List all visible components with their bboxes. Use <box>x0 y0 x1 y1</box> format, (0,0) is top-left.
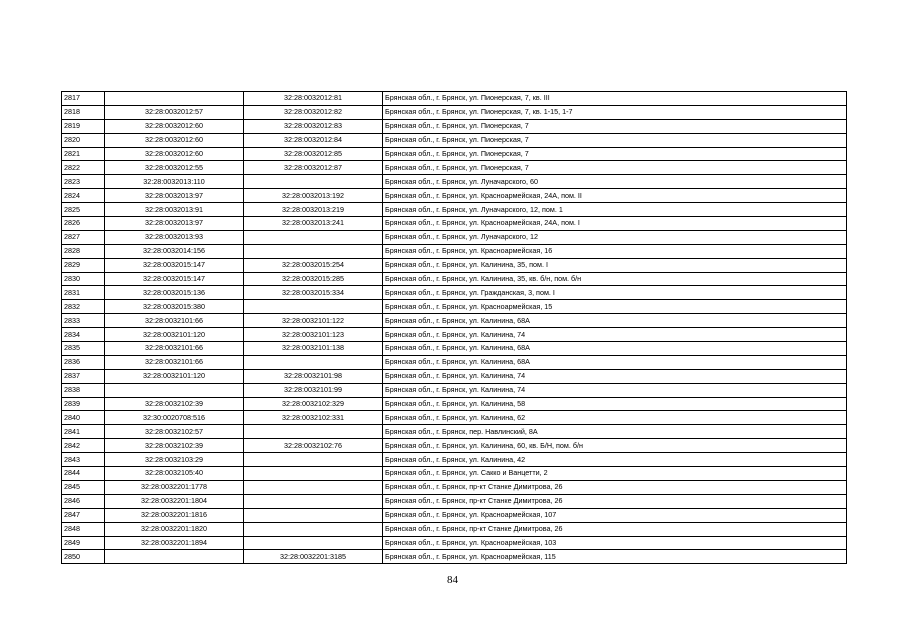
table-row <box>62 342 847 356</box>
address-cell: Брянская обл., г. Брянск, ул. Луначарского, 12 <box>383 230 847 244</box>
cadastral-object-number-cell: 32:28:0032013:192 <box>244 189 383 203</box>
cadastral-object-number-cell <box>244 355 383 369</box>
table-row <box>62 425 847 439</box>
table-row <box>62 300 847 314</box>
row-number-cell: 2842 <box>62 439 105 453</box>
cadastral-number-cell: 32:28:0032102:57 <box>105 425 244 439</box>
table-row <box>62 508 847 522</box>
cadastral-object-number-cell: 32:28:0032012:83 <box>244 119 383 133</box>
cadastral-object-number-cell: 32:28:0032015:285 <box>244 272 383 286</box>
row-number-cell: 2838 <box>62 383 105 397</box>
address-cell: Брянская обл., г. Брянск, пр-кт Станке Димитрова, 26 <box>383 480 847 494</box>
cadastral-number-cell: 32:28:0032012:60 <box>105 147 244 161</box>
cadastral-object-number-cell <box>244 175 383 189</box>
row-number-cell: 2840 <box>62 411 105 425</box>
cadastral-number-cell: 32:28:0032015:147 <box>105 272 244 286</box>
table-row <box>62 175 847 189</box>
cadastral-object-number-cell: 32:28:0032102:329 <box>244 397 383 411</box>
address-cell: Брянская обл., г. Брянск, ул. Пионерская, 7 <box>383 133 847 147</box>
row-number-cell: 2832 <box>62 300 105 314</box>
row-number-cell: 2850 <box>62 550 105 564</box>
cadastral-number-cell: 32:28:0032015:136 <box>105 286 244 300</box>
cadastral-number-cell: 32:28:0032014:156 <box>105 244 244 258</box>
table-row <box>62 439 847 453</box>
cadastral-number-cell: 32:28:0032015:147 <box>105 258 244 272</box>
table-row <box>62 217 847 231</box>
address-cell: Брянская обл., г. Брянск, ул. Калинина, 62 <box>383 411 847 425</box>
cadastral-object-number-cell: 32:28:0032013:241 <box>244 217 383 231</box>
row-number-cell: 2821 <box>62 147 105 161</box>
row-number-cell: 2824 <box>62 189 105 203</box>
registry-table <box>61 91 847 564</box>
table-row <box>62 397 847 411</box>
address-cell: Брянская обл., г. Брянск, ул. Красноармейская, 115 <box>383 550 847 564</box>
row-number-cell: 2823 <box>62 175 105 189</box>
table-row <box>62 189 847 203</box>
table-row <box>62 272 847 286</box>
cadastral-object-number-cell: 32:28:0032102:76 <box>244 439 383 453</box>
cadastral-number-cell: 32:28:0032013:110 <box>105 175 244 189</box>
cadastral-number-cell: 32:30:0020708:516 <box>105 411 244 425</box>
address-cell: Брянская обл., г. Брянск, ул. Калинина, 68А <box>383 314 847 328</box>
table-row <box>62 147 847 161</box>
cadastral-object-number-cell <box>244 300 383 314</box>
row-number-cell: 2825 <box>62 203 105 217</box>
cadastral-object-number-cell: 32:28:0032101:123 <box>244 328 383 342</box>
cadastral-number-cell: 32:28:0032101:120 <box>105 369 244 383</box>
row-number-cell: 2826 <box>62 217 105 231</box>
cadastral-number-cell: 32:28:0032013:97 <box>105 217 244 231</box>
address-cell: Брянская обл., г. Брянск, ул. Сакко и Ванцетти, 2 <box>383 467 847 481</box>
table-row <box>62 203 847 217</box>
cadastral-number-cell: 32:28:0032013:93 <box>105 230 244 244</box>
table-row <box>62 480 847 494</box>
cadastral-object-number-cell: 32:28:0032012:81 <box>244 92 383 106</box>
cadastral-number-cell: 32:28:0032012:57 <box>105 105 244 119</box>
address-cell: Брянская обл., г. Брянск, ул. Пионерская, 7 <box>383 147 847 161</box>
cadastral-object-number-cell: 32:28:0032012:84 <box>244 133 383 147</box>
cadastral-object-number-cell <box>244 425 383 439</box>
cadastral-object-number-cell: 32:28:0032102:331 <box>244 411 383 425</box>
row-number-cell: 2822 <box>62 161 105 175</box>
address-cell: Брянская обл., г. Брянск, ул. Луначарского, 12, пом. 1 <box>383 203 847 217</box>
table-row <box>62 92 847 106</box>
table-row <box>62 286 847 300</box>
table-row <box>62 411 847 425</box>
row-number-cell: 2828 <box>62 244 105 258</box>
row-number-cell: 2833 <box>62 314 105 328</box>
cadastral-object-number-cell <box>244 453 383 467</box>
row-number-cell: 2830 <box>62 272 105 286</box>
cadastral-object-number-cell: 32:28:0032201:3185 <box>244 550 383 564</box>
cadastral-object-number-cell <box>244 467 383 481</box>
table-row <box>62 383 847 397</box>
address-cell: Брянская обл., г. Брянск, ул. Калинина, 35, пом. I <box>383 258 847 272</box>
table-body <box>62 92 847 564</box>
address-cell: Брянская обл., г. Брянск, пр-кт Станке Димитрова, 26 <box>383 494 847 508</box>
cadastral-number-cell: 32:28:0032201:1820 <box>105 522 244 536</box>
table-row <box>62 258 847 272</box>
table-row <box>62 230 847 244</box>
address-cell: Брянская обл., г. Брянск, ул. Пионерская, 7, кв. 1-15, 1-7 <box>383 105 847 119</box>
row-number-cell: 2819 <box>62 119 105 133</box>
cadastral-object-number-cell: 32:28:0032013:219 <box>244 203 383 217</box>
address-cell: Брянская обл., г. Брянск, ул. Красноармейская, 16 <box>383 244 847 258</box>
cadastral-number-cell: 32:28:0032201:1894 <box>105 536 244 550</box>
address-cell: Брянская обл., г. Брянск, ул. Калинина, 74 <box>383 369 847 383</box>
cadastral-number-cell: 32:28:0032013:97 <box>105 189 244 203</box>
address-cell: Брянская обл., г. Брянск, ул. Калинина, 68А <box>383 355 847 369</box>
row-number-cell: 2831 <box>62 286 105 300</box>
table-row <box>62 355 847 369</box>
row-number-cell: 2835 <box>62 342 105 356</box>
table-row <box>62 536 847 550</box>
address-cell: Брянская обл., г. Брянск, пер. Навлинский, 8А <box>383 425 847 439</box>
row-number-cell: 2849 <box>62 536 105 550</box>
row-number-cell: 2834 <box>62 328 105 342</box>
table-row <box>62 369 847 383</box>
cadastral-number-cell: 32:28:0032102:39 <box>105 397 244 411</box>
row-number-cell: 2829 <box>62 258 105 272</box>
cadastral-number-cell: 32:28:0032201:1778 <box>105 480 244 494</box>
cadastral-number-cell: 32:28:0032013:91 <box>105 203 244 217</box>
row-number-cell: 2841 <box>62 425 105 439</box>
address-cell: Брянская обл., г. Брянск, ул. Калинина, 58 <box>383 397 847 411</box>
row-number-cell: 2820 <box>62 133 105 147</box>
table-row <box>62 453 847 467</box>
address-cell: Брянская обл., г. Брянск, ул. Пионерская, 7 <box>383 119 847 133</box>
table-row <box>62 314 847 328</box>
cadastral-object-number-cell: 32:28:0032012:82 <box>244 105 383 119</box>
row-number-cell: 2818 <box>62 105 105 119</box>
address-cell: Брянская обл., г. Брянск, ул. Калинина, 60, кв. Б/Н, пом. б/н <box>383 439 847 453</box>
page-number: 84 <box>447 574 458 586</box>
cadastral-number-cell <box>105 92 244 106</box>
address-cell: Брянская обл., г. Брянск, ул. Красноармейская, 107 <box>383 508 847 522</box>
table-row <box>62 105 847 119</box>
table-row <box>62 328 847 342</box>
cadastral-object-number-cell <box>244 244 383 258</box>
table-row <box>62 161 847 175</box>
cadastral-object-number-cell: 32:28:0032101:122 <box>244 314 383 328</box>
cadastral-number-cell <box>105 550 244 564</box>
cadastral-number-cell: 32:28:0032102:39 <box>105 439 244 453</box>
cadastral-object-number-cell: 32:28:0032101:138 <box>244 342 383 356</box>
table-row <box>62 467 847 481</box>
address-cell: Брянская обл., г. Брянск, пр-кт Станке Димитрова, 26 <box>383 522 847 536</box>
table-row <box>62 550 847 564</box>
table-row <box>62 133 847 147</box>
row-number-cell: 2845 <box>62 480 105 494</box>
cadastral-object-number-cell: 32:28:0032012:85 <box>244 147 383 161</box>
cadastral-number-cell: 32:28:0032015:380 <box>105 300 244 314</box>
row-number-cell: 2827 <box>62 230 105 244</box>
table-row <box>62 522 847 536</box>
cadastral-object-number-cell: 32:28:0032015:334 <box>244 286 383 300</box>
address-cell: Брянская обл., г. Брянск, ул. Красноармейская, 24А, пом. II <box>383 189 847 203</box>
cadastral-number-cell: 32:28:0032101:120 <box>105 328 244 342</box>
address-cell: Брянская обл., г. Брянск, ул. Пионерская, 7, кв. III <box>383 92 847 106</box>
table-row <box>62 494 847 508</box>
cadastral-number-cell: 32:28:0032103:29 <box>105 453 244 467</box>
cadastral-object-number-cell <box>244 536 383 550</box>
cadastral-object-number-cell <box>244 494 383 508</box>
cadastral-number-cell: 32:28:0032012:60 <box>105 133 244 147</box>
row-number-cell: 2844 <box>62 467 105 481</box>
cadastral-object-number-cell <box>244 230 383 244</box>
cadastral-object-number-cell: 32:28:0032015:254 <box>244 258 383 272</box>
cadastral-number-cell: 32:28:0032101:66 <box>105 355 244 369</box>
address-cell: Брянская обл., г. Брянск, ул. Пионерская, 7 <box>383 161 847 175</box>
row-number-cell: 2843 <box>62 453 105 467</box>
cadastral-number-cell: 32:28:0032201:1804 <box>105 494 244 508</box>
table-row <box>62 119 847 133</box>
row-number-cell: 2846 <box>62 494 105 508</box>
address-cell: Брянская обл., г. Брянск, ул. Красноармейская, 15 <box>383 300 847 314</box>
table-row <box>62 244 847 258</box>
address-cell: Брянская обл., г. Брянск, ул. Луначарского, 60 <box>383 175 847 189</box>
row-number-cell: 2847 <box>62 508 105 522</box>
address-cell: Брянская обл., г. Брянск, ул. Калинина, 68А <box>383 342 847 356</box>
cadastral-object-number-cell: 32:28:0032101:99 <box>244 383 383 397</box>
row-number-cell: 2839 <box>62 397 105 411</box>
address-cell: Брянская обл., г. Брянск, ул. Калинина, 42 <box>383 453 847 467</box>
cadastral-object-number-cell: 32:28:0032012:87 <box>244 161 383 175</box>
address-cell: Брянская обл., г. Брянск, ул. Красноармейская, 103 <box>383 536 847 550</box>
cadastral-object-number-cell <box>244 522 383 536</box>
cadastral-object-number-cell: 32:28:0032101:98 <box>244 369 383 383</box>
cadastral-number-cell: 32:28:0032101:66 <box>105 314 244 328</box>
address-cell: Брянская обл., г. Брянск, ул. Красноармейская, 24А, пом. I <box>383 217 847 231</box>
cadastral-number-cell: 32:28:0032201:1816 <box>105 508 244 522</box>
row-number-cell: 2817 <box>62 92 105 106</box>
cadastral-number-cell: 32:28:0032012:60 <box>105 119 244 133</box>
cadastral-number-cell: 32:28:0032105:40 <box>105 467 244 481</box>
address-cell: Брянская обл., г. Брянск, ул. Калинина, 35, кв. б/н, пом. б/н <box>383 272 847 286</box>
row-number-cell: 2836 <box>62 355 105 369</box>
cadastral-number-cell: 32:28:0032101:66 <box>105 342 244 356</box>
cadastral-object-number-cell <box>244 480 383 494</box>
address-cell: Брянская обл., г. Брянск, ул. Калинина, 74 <box>383 383 847 397</box>
row-number-cell: 2848 <box>62 522 105 536</box>
row-number-cell: 2837 <box>62 369 105 383</box>
cadastral-object-number-cell <box>244 508 383 522</box>
cadastral-number-cell <box>105 383 244 397</box>
address-cell: Брянская обл., г. Брянск, ул. Гражданская, 3, пом. I <box>383 286 847 300</box>
cadastral-number-cell: 32:28:0032012:55 <box>105 161 244 175</box>
address-cell: Брянская обл., г. Брянск, ул. Калинина, 74 <box>383 328 847 342</box>
